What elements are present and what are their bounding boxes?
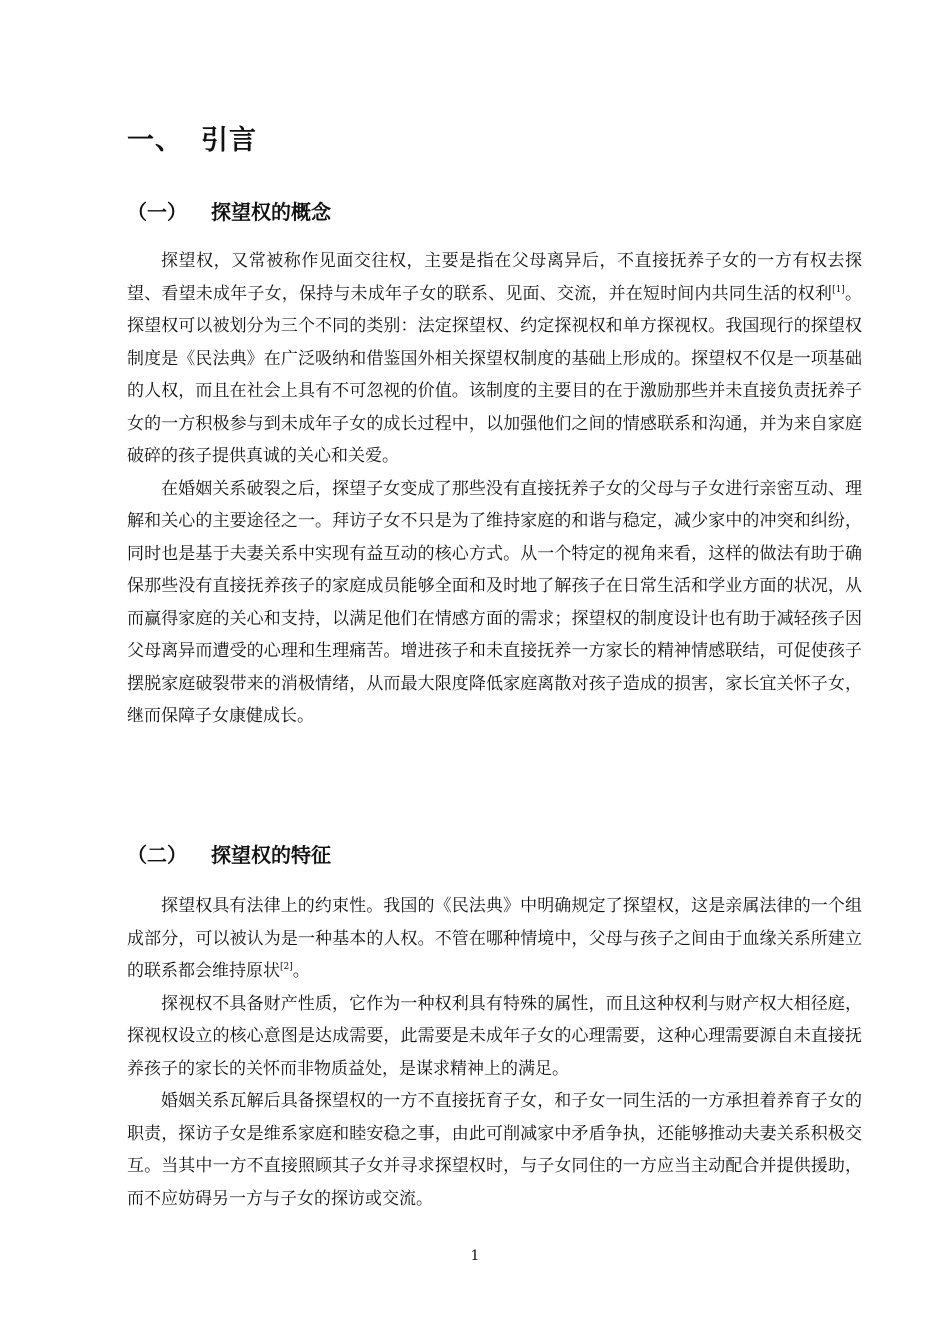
section-number: 一、 [127,125,183,156]
paragraph: 探望权具有法律上的约束性。我国的《民法典》中明确规定了探望权，这是亲属法律的一个组成部分，可以被认为是一种基本的人权。不管在哪种情境中，父母与孩子之间由于血缘关系所建立的联系都会维持原状[2]。 [127,896,862,981]
paragraph: 婚姻关系瓦解后具备探望权的一方不直接抚育子女，和子女一同生活的一方承担着养育子女的职责，探访子女是维系家庭和睦安稳之事，由此可削减家中矛盾争执，还能够推动夫妻关系积极交互。当其中一方不直接照顾其子女并寻求探望权时，与子女同住的一方应当主动配合并提供援助，而不应妨碍另一方与子女的探访或交流。 [127,1091,862,1209]
subsection-number: （二） [127,843,187,867]
paragraph: 探视权不具备财产性质，它作为一种权利具有特殊的属性，而且这种权利与财产权大相径庭，探视权设立的核心意图是达成需要，此需要是未成年子女的心理需要，这种心理需要源自未直接抚养孩子的家长的关怀而非物质益处，是谋求精神上的满足。 [127,993,862,1079]
subsection-title: 探望权的概念 [211,200,331,224]
citation-ref: [1] [832,284,845,295]
subsection-number: （一） [127,200,187,224]
page-number: 1 [470,1248,480,1264]
paragraph: 在婚姻关系破裂之后，探望子女变成了那些没有直接抚养子女的父母与子女进行亲密互动、理解和关心的主要途径之一。拜访子女不只是为了维持家庭的和谐与稳定，减少家中的冲突和纠纷，同时也是基于夫妻关系中实现有益互动的核心方式。从一个特定的视角来看，这样的做法有助于确保那些没有直接抚养孩子的家庭成员能够全面和及时地了解孩子在日常生活和学业方面的状况，从而赢得家庭的关心和支持，以满足他们在情感方面的需求；探望权的制度设计也有助于减轻孩子因父母离异而遭受的心理和生理痛苦。增进孩子和未直接抚养一方家长的精神情感联结，可促使孩子摆脱家庭破裂带来的消极情绪，从而最大限度降低家庭离散对孩子造成的损害，家长宜关怀子女，继而保障子女康健成长。 [127,478,862,726]
citation-ref: [2] [280,962,293,972]
section-title: 引言 [201,125,257,156]
concept-body [127,245,862,733]
subsection-heading-features [127,839,331,868]
paragraph: 探望权，又常被称作见面交往权，主要是指在父母离异后，不直接抚养子女的一方有权去探望、看望未成年子女，保持与未成年子女的联系、见面、交流，并在短时间内共同生活的权利[1]。探望权可以被划分为三个不同的类别：法定探望权、约定探视权和单方探视权。我国现行的探望权制度是《民法典》在广泛吸纳和借鉴国外相关探望权制度的基础上形成的。探望权不仅是一项基础的人权，而且在社会上具有不可忽视的价值。该制度的主要目的在于激励那些并未直接负责抚养子女的一方积极参与到未成年子女的成长过程中，以加强他们之间的情感联系和沟通，并为来自家庭破碎的孩子提供真诚的关心和关爱。 [127,251,863,466]
features-body [127,890,862,1215]
section-heading [127,118,257,157]
subsection-heading-concept [127,196,331,225]
subsection-title: 探望权的特征 [211,843,331,867]
